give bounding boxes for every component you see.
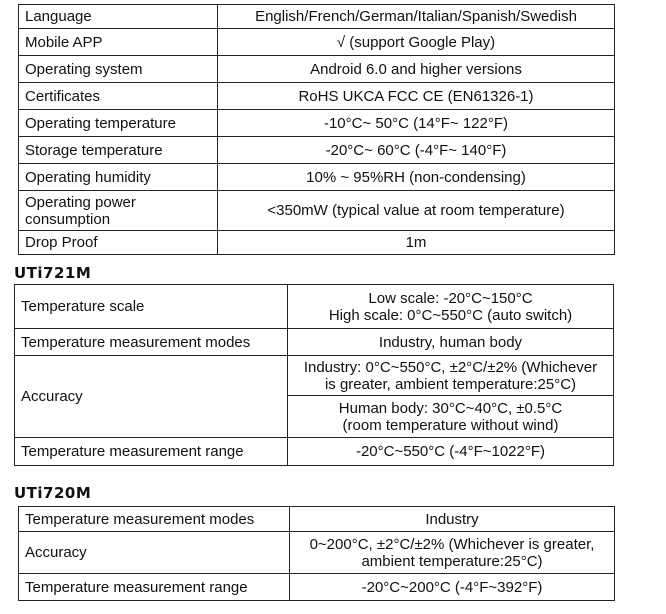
spec-label: Drop Proof: [19, 231, 218, 255]
spec-label: Accuracy: [19, 532, 290, 574]
spec-label: Temperature measurement modes: [15, 329, 288, 356]
spec-label: Temperature measurement range: [19, 574, 290, 601]
value-line: Industry: 0°C~550°C, ±2°C/±2% (Whichever: [303, 358, 598, 376]
spec-value: 10% ~ 95%RH (non-condensing): [218, 164, 615, 191]
table-row: [19, 574, 615, 601]
spec-value: [288, 396, 614, 438]
spec-label: Temperature measurement modes: [19, 507, 290, 532]
value-line: ambient temperature:25°C): [361, 552, 543, 570]
spec-value: -20°C~550°C (-4°F~1022°F): [288, 438, 614, 466]
table-row: [15, 438, 614, 466]
table-row: [19, 191, 615, 231]
spec-label: [19, 191, 218, 231]
table-row: [19, 164, 615, 191]
table-row: [15, 356, 614, 396]
uti721m-title: UTi721M: [14, 264, 92, 282]
spec-label: Certificates: [19, 83, 218, 110]
table-row: [19, 83, 615, 110]
value-line: (room temperature without wind): [342, 416, 559, 434]
spec-label: Temperature measurement range: [15, 438, 288, 466]
value-line: Human body: 30°C~40°C, ±0.5°C: [338, 399, 563, 417]
spec-value: -10°C~ 50°C (14°F~ 122°F): [218, 110, 615, 137]
label-line: Operating power: [25, 193, 136, 211]
spec-label: Language: [19, 5, 218, 29]
spec-value: RoHS UKCA FCC CE (EN61326-1): [218, 83, 615, 110]
table-row: [19, 137, 615, 164]
table-row: [19, 29, 615, 56]
spec-value: 1m: [218, 231, 615, 255]
label-line: consumption: [25, 210, 111, 228]
spec-label: Accuracy: [15, 356, 288, 438]
spec-value: -20°C~200°C (-4°F~392°F): [290, 574, 615, 601]
spec-value: √ (support Google Play): [218, 29, 615, 56]
table-row: [19, 231, 615, 255]
table-row: [19, 532, 615, 574]
table-row: [19, 110, 615, 137]
spec-label: Operating humidity: [19, 164, 218, 191]
spec-label: Operating system: [19, 56, 218, 83]
spec-value: Android 6.0 and higher versions: [218, 56, 615, 83]
value-line: is greater, ambient temperature:25°C): [324, 375, 577, 393]
uti720m-table: [18, 506, 615, 601]
spec-value: [288, 356, 614, 396]
spec-value: [290, 532, 615, 574]
spec-value: Industry, human body: [288, 329, 614, 356]
table-row: [19, 5, 615, 29]
spec-label: Temperature scale: [15, 285, 288, 329]
uti721m-table: [14, 284, 614, 466]
spec-value: <350mW (typical value at room temperature): [218, 191, 615, 231]
spec-label: Mobile APP: [19, 29, 218, 56]
spec-value: Industry: [290, 507, 615, 532]
uti720m-title: UTi720M: [14, 484, 92, 502]
value-line: Low scale: -20°C~150°C: [368, 289, 533, 307]
spec-value: English/French/German/Italian/Spanish/Swedish: [218, 5, 615, 29]
table-row: [15, 285, 614, 329]
value-line: 0~200°C, ±2°C/±2% (Whichever is greater,: [309, 535, 595, 553]
value-line: High scale: 0°C~550°C (auto switch): [328, 306, 573, 324]
spec-label: Storage temperature: [19, 137, 218, 164]
general-specs-table: [18, 4, 615, 255]
spec-value: -20°C~ 60°C (-4°F~ 140°F): [218, 137, 615, 164]
table-row: [19, 507, 615, 532]
spec-value: [288, 285, 614, 329]
table-row: [15, 329, 614, 356]
spec-label: Operating temperature: [19, 110, 218, 137]
table-row: [19, 56, 615, 83]
